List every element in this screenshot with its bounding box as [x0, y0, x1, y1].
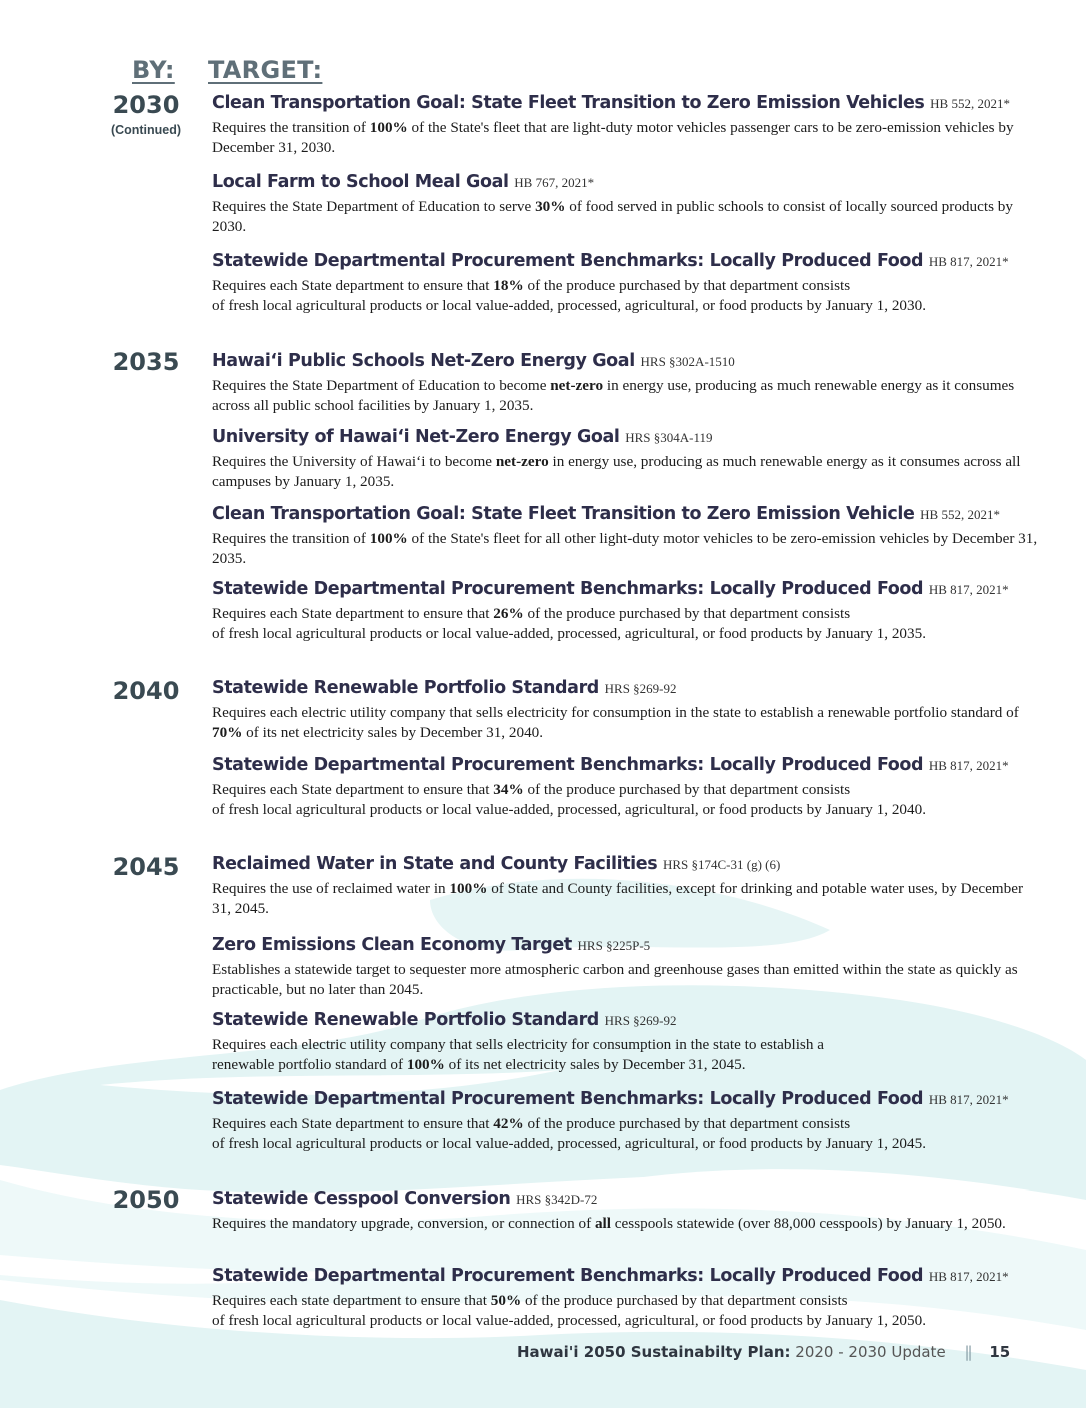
entry-title: Statewide Renewable Portfolio Standard HRS §269-92	[212, 678, 677, 698]
entry-description: Requires each electric utility company that sells electricity for consumption in the state to establish a renewable portfolio standard of 70% of its net electricity sales by December 31, 2040.	[212, 704, 1019, 741]
entry-reference: HB 817, 2021*	[928, 1269, 1009, 1284]
entry-reference: HRS §225P-5	[577, 938, 651, 953]
footer-separator: ||	[964, 1343, 971, 1361]
target-entry	[212, 934, 1042, 999]
entry-description: Requires the transition of 100% of the State's fleet for all other light-duty motor vehicles to be zero-emission vehicles by December 31, 2035.	[212, 530, 1038, 567]
target-entry	[212, 250, 1042, 315]
year-2040: 2040	[112, 677, 180, 705]
target-entry	[212, 1265, 1042, 1330]
entry-description: Requires the University of Hawai‘i to become net-zero in energy use, producing as much renewable energy as it consumes across all campuses by January 1, 2035.	[212, 453, 1021, 490]
entry-title: Statewide Departmental Procurement Benchmarks: Locally Produced Food HB 817, 2021*	[212, 1266, 1009, 1286]
footer-subtitle: 2020 - 2030 Update	[795, 1343, 946, 1361]
entry-description: Requires each State department to ensure that 18% of the produce purchased by that department consists of fresh local agricultural products or local value-added, processed, agricultural, or food products by January 1, 2030.	[212, 277, 926, 314]
entry-reference: HB 817, 2021*	[928, 582, 1009, 597]
entry-reference: HRS §269-92	[604, 681, 677, 696]
entry-reference: HRS §174C-31 (g) (6)	[662, 857, 781, 872]
entry-reference: HB 817, 2021*	[928, 758, 1009, 773]
entry-description: Establishes a statewide target to sequester more atmospheric carbon and greenhouse gases than emitted within the state as quickly as practicable, but no later than 2045.	[212, 961, 1018, 998]
entry-description: Requires each State department to ensure that 34% of the produce purchased by that department consists of fresh local agricultural products or local value-added, processed, agricultural, or food products by January 1, 2040.	[212, 781, 926, 818]
entry-title: Hawai‘i Public Schools Net-Zero Energy Goal HRS §302A-1510	[212, 351, 735, 371]
entry-title: Statewide Departmental Procurement Benchmarks: Locally Produced Food HB 817, 2021*	[212, 251, 1009, 271]
target-entry	[212, 426, 1042, 491]
year-2030-continued-note: (Continued)	[110, 123, 182, 137]
entry-title: Statewide Cesspool Conversion HRS §342D-72	[212, 1189, 598, 1209]
entry-description: Requires each electric utility company that sells electricity for consumption in the state to establish a renewable portfolio standard of 100% of its net electricity sales by December 31, 2045.	[212, 1036, 824, 1073]
target-entry	[212, 92, 1042, 157]
entry-title: Clean Transportation Goal: State Fleet Transition to Zero Emission Vehicle HB 552, 2021*	[212, 504, 1000, 524]
entry-description: Requires the State Department of Education to serve 30% of food served in public schools to consist of locally sourced products by 2030.	[212, 198, 1013, 235]
entry-reference: HB 552, 2021*	[930, 96, 1010, 111]
target-entry	[212, 171, 1042, 236]
entry-title: University of Hawai‘i Net-Zero Energy Goal HRS §304A-119	[212, 427, 713, 447]
page-footer	[517, 1343, 1010, 1361]
target-entry	[212, 853, 1042, 918]
target-entry	[212, 578, 1042, 643]
target-entry	[212, 503, 1042, 568]
entry-title: Statewide Departmental Procurement Benchmarks: Locally Produced Food HB 817, 2021*	[212, 755, 1009, 775]
entry-description: Requires the use of reclaimed water in 100% of State and County facilities, except for drinking and potable water uses, by December 31, 2045.	[212, 880, 1024, 917]
entry-description: Requires the mandatory upgrade, conversion, or connection of all cesspools statewide (over 88,000 cesspools) by January 1, 2050.	[212, 1215, 1006, 1232]
entry-title: Zero Emissions Clean Economy Target HRS §225P-5	[212, 935, 651, 955]
entry-description: Requires the transition of 100% of the State's fleet that are light-duty motor vehicles passenger cars to be zero-emission vehicles by December 31, 2030.	[212, 119, 1014, 156]
entry-reference: HRS §269-92	[604, 1013, 677, 1028]
year-2030: 2030	[112, 91, 180, 119]
target-entry	[212, 1009, 1042, 1074]
year-2050: 2050	[112, 1186, 180, 1214]
year-2045: 2045	[112, 853, 180, 881]
target-entry	[212, 677, 1042, 742]
target-entry	[212, 754, 1042, 819]
entry-title: Local Farm to School Meal Goal HB 767, 2021*	[212, 172, 595, 192]
entry-reference: HRS §302A-1510	[640, 354, 735, 369]
by-heading: BY:	[132, 56, 175, 84]
entry-title: Statewide Departmental Procurement Benchmarks: Locally Produced Food HB 817, 2021*	[212, 1089, 1009, 1109]
entry-title: Clean Transportation Goal: State Fleet Transition to Zero Emission Vehicles HB 552, 2021*	[212, 93, 1010, 113]
target-entry	[212, 1088, 1042, 1153]
year-2035: 2035	[112, 348, 180, 376]
entry-reference: HB 817, 2021*	[928, 1092, 1009, 1107]
entry-description: Requires each State department to ensure that 42% of the produce purchased by that department consists of fresh local agricultural products or local value-added, processed, agricultural, or food products by January 1, 2045.	[212, 1115, 926, 1152]
entry-title: Statewide Renewable Portfolio Standard HRS §269-92	[212, 1010, 677, 1030]
target-entry	[212, 350, 1042, 415]
entry-reference: HB 817, 2021*	[928, 254, 1009, 269]
entry-reference: HRS §342D-72	[516, 1192, 598, 1207]
footer-title: Hawai'i 2050 Sustainabilty Plan:	[517, 1343, 791, 1361]
entry-reference: HB 767, 2021*	[514, 175, 595, 190]
entry-title: Statewide Departmental Procurement Benchmarks: Locally Produced Food HB 817, 2021*	[212, 579, 1009, 599]
entry-description: Requires the State Department of Education to become net-zero in energy use, producing as much renewable energy as it consumes across all public school facilities by January 1, 2035.	[212, 377, 1015, 414]
entry-title: Reclaimed Water in State and County Facilities HRS §174C-31 (g) (6)	[212, 854, 781, 874]
entry-description: Requires each State department to ensure that 26% of the produce purchased by that department consists of fresh local agricultural products or local value-added, processed, agricultural, or food products by January 1, 2035.	[212, 605, 926, 642]
page-number: 15	[989, 1343, 1011, 1361]
target-entry	[212, 1188, 1042, 1234]
entry-reference: HRS §304A-119	[625, 430, 713, 445]
target-heading: TARGET:	[208, 56, 323, 84]
entry-description: Requires each state department to ensure that 50% of the produce purchased by that department consists of fresh local agricultural products or local value-added, processed, agricultural, or food products by January 1, 2050.	[212, 1292, 926, 1329]
entry-reference: HB 552, 2021*	[920, 507, 1000, 522]
